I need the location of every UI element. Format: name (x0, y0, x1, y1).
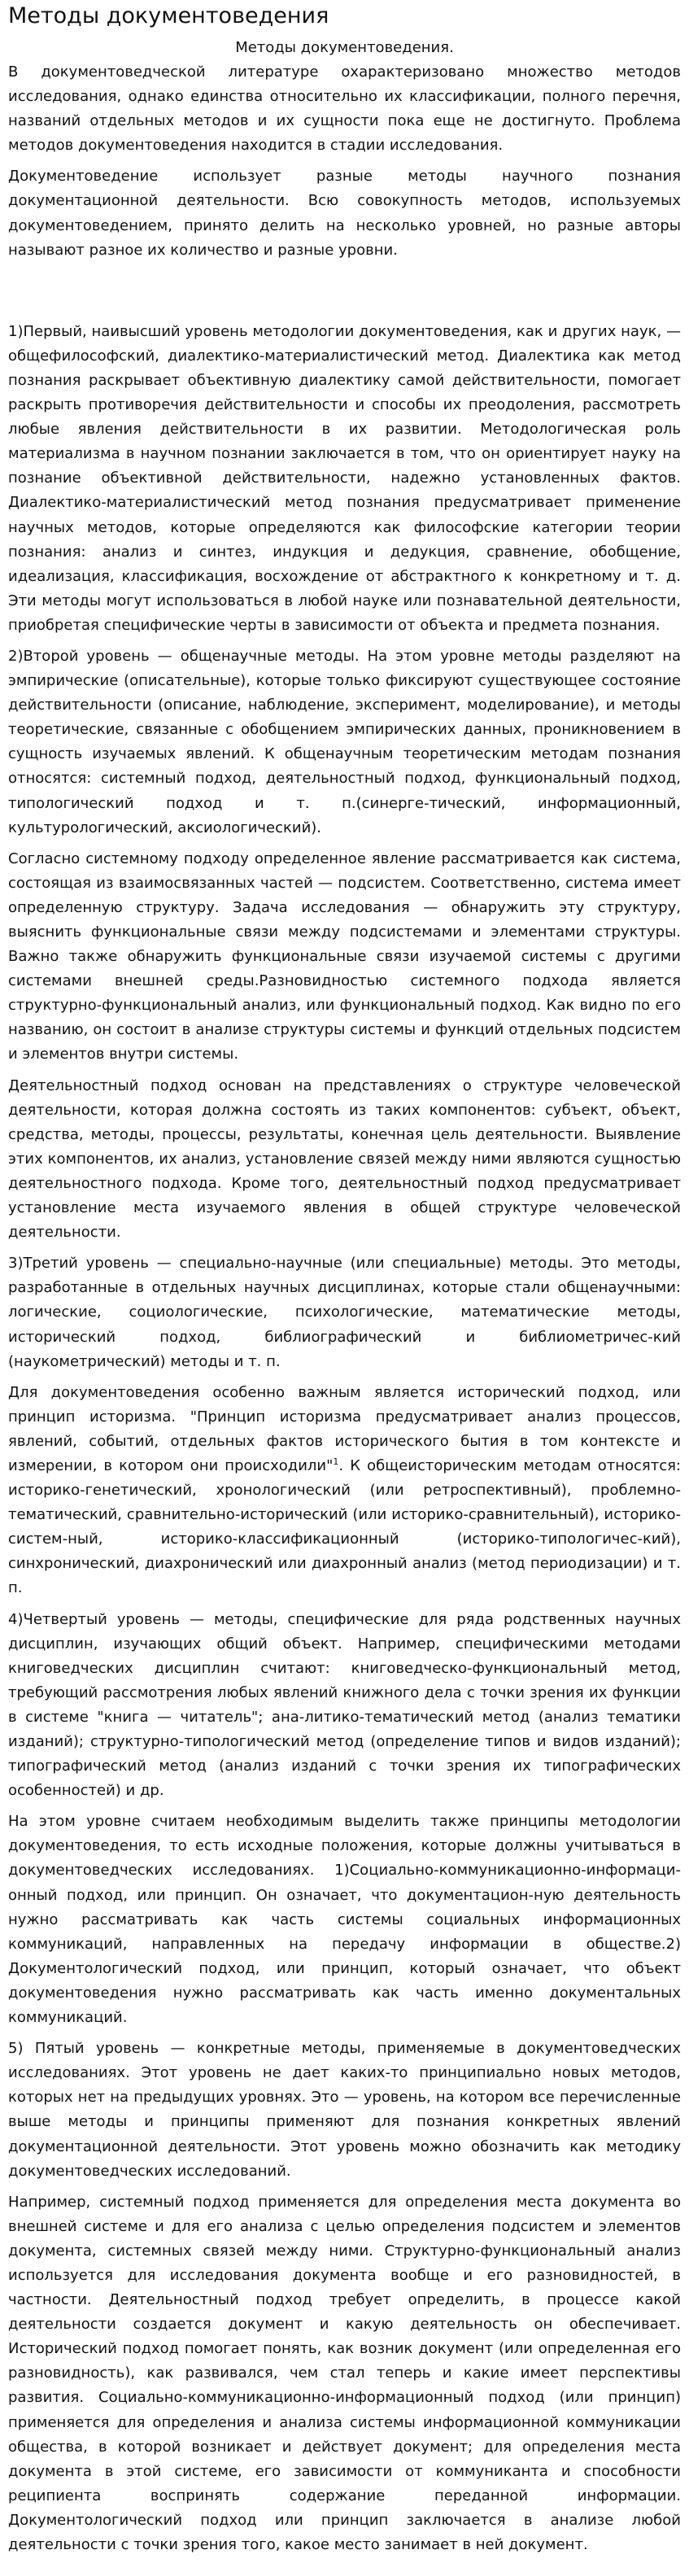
historicism-text-end: . К общеисторическим методам относятся: историко-генетический, хронологический (или ретроспективный), проблемно-тематический, сравнительно-исторический (или историко-сравнительный), историко-систем-ный, историко-классификационный (историко-типологичес-кий), синхронический, диахронический или диахронный анализ (метод периодизации) и т. п. (8, 1456, 681, 1597)
intro-paragraph-2: Документоведение использует разные методы научного познания документационной деятельности. Всю совокупность методов, используемых документоведением, принято делить на несколько уровней, но разные авторы называют разное их количество и разные уровни. (8, 168, 681, 259)
system-approach-paragraph: Согласно системному подходу определенное явление рассматривается как система, состоящая из взаимосвязанных частей — подсистем. Соответственно, система имеет определенную структуру. Задача исследования — обнаружить эту структуру, выяснить функциональные связи между подсистемами и элементами структуры. Важно также обнаружить функциональные связи изучаемой системы с другими системами внешней среды.Разновидностью системного подхода является структурно-функциональный анализ, или функциональный подход. Как видно по его названию, он состоит в анализе структуры системы и функций отдельных подсистем и элементов внутри системы. (8, 849, 681, 1063)
blank-gap (8, 269, 681, 320)
intro-paragraph-1: В документоведческой литературе охарактеризовано множество методов исследования, однако единства относительно их классификации, полного перечня, названий отдельных методов и их сущности пока еще не достигнуто. Проблема методов документоведения находится в стадии исследования. (8, 63, 681, 155)
footnote-marker: 1 (333, 1456, 339, 1467)
activity-approach-paragraph: Деятельностный подход основан на представлениях о структуре человеческой деятельности, которая должна состоять из таких компонентов: субъект, объект, средства, методы, процессы, результаты, конечная цель деятельности. Выявление этих компонентов, их анализ, установление связей между ними являются сущностью деятельностного подхода. Кроме того, деятельностный подход предусматривает установление места изучаемого явления в общей структуре человеческой деятельности. (8, 1076, 681, 1242)
examples-paragraph: Например, системный подход применяется для определения места документа во внешней системе и для его анализа с целью определения подсистем и элементов документа, системных связей между ними. Структурно-функциональный анализ используется для исследования документа вообще и его разновидностей, в частности. Деятельностный подход требует определить, в процессе какой деятельности создается документ и какую деятельность он обеспечивает. Исторический подход помогает понять, как возник документ (или определенная его разновидность), как развивался, чем стал теперь и какие имеет перспективы развития. Социально-коммуникационно-информационный подход (или принцип) применяется для определения и анализа системы информационной коммуникации общества, в которой возникает и действует документ; для определения места документа в этой системе, его зависимости от коммуниканта и способности реципиента воспринять содержание переданной информации. Документологический подход или принцип заключается в анализе любой деятельности с точки зрения того, какое место занимает в ней документ. (8, 2193, 681, 2553)
historicism-text-start: Для документоведения особенно важным является исторический подход, или принцип историзма. "Принцип историзма предусматривает анализ процессов, явлений, событий, отдельных фактов исторического бытия в том контексте и измерении, в котором они происходили" (8, 1383, 681, 1474)
level-2-paragraph: 2)Второй уровень — общенаучные методы. На этом уровне методы разделяют на эмпирические (описательные), которые только фиксируют существующее состояние действительности (описание, наблюдение, эксперимент, моделирование), и методы теоретические, связанные с обобщением эмпирических данных, проникновением в сущность изучаемых явлений. К общенаучным теоретическим методам познания относятся: системный подход, деятельностный подход, функциональный подход, типологический подход и т. п.(синерге-тический, информационный, культурологический, аксиологический). (8, 647, 681, 836)
principles-paragraph: На этом уровне считаем необходимым выделить также принципы методологии документоведения, то есть исходные положения, которые должны учитываться в документоведческих исследованиях. 1)Социально-коммуникационно-информаци-онный подход, или принцип. Он означает, что документацион-ную деятельность нужно рассматривать как часть системы социальных информационных коммуникаций, направленных на передачу информации в обществе.2) Документологический подход, или принцип, который означает, что объект документоведения нужно рассматривать как часть именно документальных коммуникаций. (8, 1813, 681, 2027)
level-3-paragraph: 3)Третий уровень — специально-научные (или специальные) методы. Это методы, разработанные в отдельных научных дисциплинах, которые стали общенаучными: логические, социологические, психологические, математические методы, исторический подход, библиографический и библиометричес-кий (наукометрический) методы и т. п. (8, 1255, 681, 1370)
historicism-paragraph (8, 1381, 681, 1601)
level-5-paragraph: 5) Пятый уровень — конкретные методы, применяемые в документоведческих исследованиях. Этот уровень не дает каких-то принципиально новых методов, которых нет на предыдущих уровнях. Это — уровень, на котором все перечисленные выше методы и принципы применяют для познания конкретных явлений документационной деятельности. Этот уровень можно обозначить как методику документоведческих исследований. (8, 2040, 681, 2180)
level-4-paragraph: 4)Четвертый уровень — методы, специфические для ряда родственных научных дисциплин, изучающих общий объект. Например, специфическими методами книговедческих дисциплин считают: книговедческо-функциональный метод, требующий рассмотрения любых явлений книжного дела с точки зрения их функции в системе "книга — читатель"; ана-литико-тематический метод (анализ тематики изданий); структурно-типологический метод (определение типов и видов изданий); типографический метод (анализ изданий с точки зрения их типографических особенностей) и др. (8, 1610, 681, 1800)
level-1-paragraph: 1)Первый, наивысший уровень методологии документоведения, как и других наук, — общефилософский, диалектико-материалистический метод. Диалектика как метод познания раскрывает объективную диалектику самой действительности, помогает раскрыть противоречия действительности и способы их преодоления, рассмотреть любые явления действительности в их развитии. Методологическая роль материализма в научном познании заключается в том, что он ориентирует науку на познание объективной действительности, надежно установленных фактов. Диалектико-материалистический метод познания предусматривает применение научных методов, которые определяются как философские категории теории познания: анализ и синтез, индукция и дедукция, сравнение, обобщение, идеализация, классификация, восхождение от абстрактного к конкретному и т. д. Эти методы могут использоваться в любой науке или познавательной деятельности, приобретая специфические черты в зависимости от объекта и предмета познания. (8, 322, 681, 634)
document-subtitle: Методы документоведения. (235, 39, 454, 56)
page-title: Методы документоведения (8, 3, 329, 28)
